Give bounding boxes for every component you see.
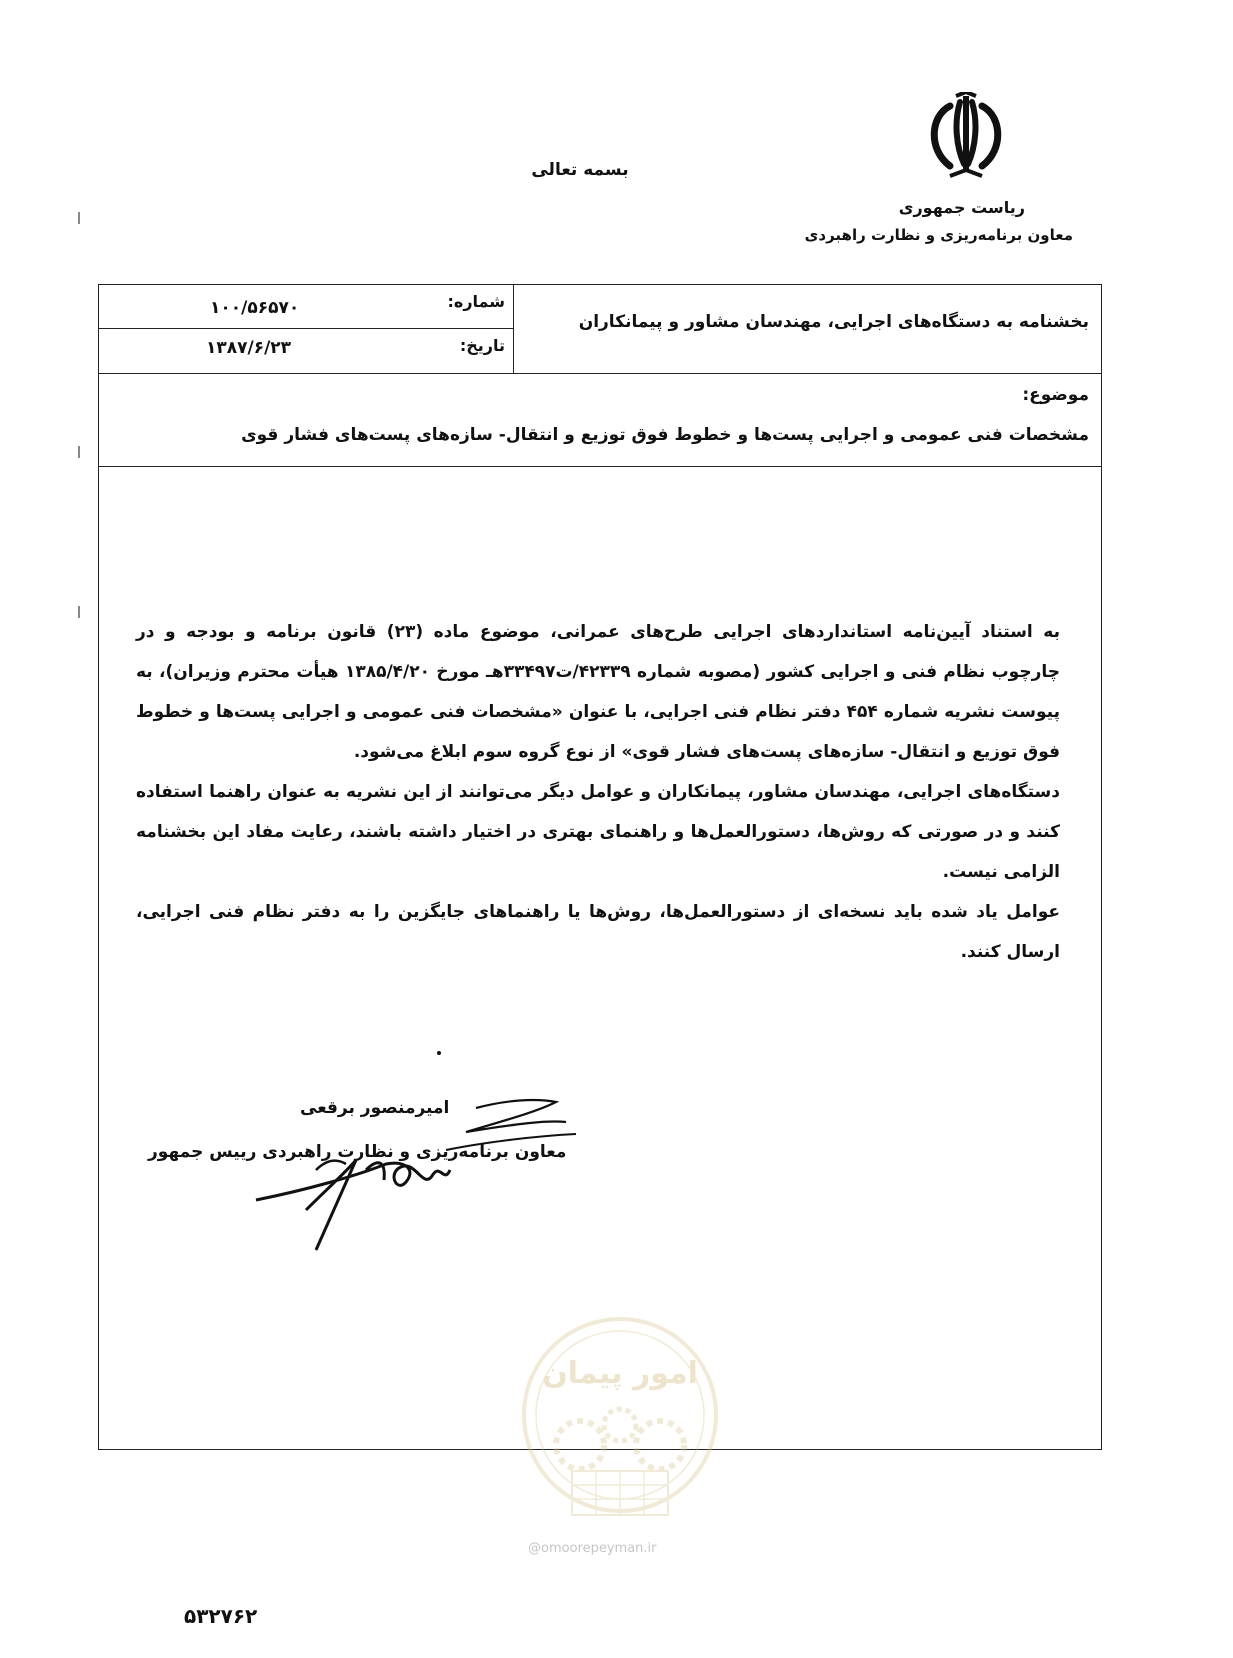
watermark-url: @omoorepeyman.ir (528, 1541, 657, 1556)
date-label: تاریخ: (459, 336, 505, 355)
paragraph: به استناد آیین‌نامه استانداردهای اجرایی طرح‌های عمرانی، موضوع ماده (۲۳) قانون برنامه و بودجه و در چارچوب نظام فنی و اجرایی کشور (مصوبه شماره ۴۲۳۳۹/ت۳۳۴۹۷هـ مورخ ۱۳۸۵/۴/۲۰ هیأت محترم وزیران)، به پیوست نشریه شماره ۴۵۴ دفتر نظام فنی اجرایی، با عنوان «مشخصات فنی عمومی و اجرایی پست‌ها و خطوط فوق توزیع و انتقال- سازه‌های پست‌های فشار قوی» از نوع گروه سوم ابلاغ می‌شود. (136, 622, 1060, 762)
handwritten-signature (236, 1090, 616, 1260)
margin-tick (78, 212, 80, 224)
subject-text: مشخصات فنی عمومی و اجرایی پست‌ها و خطوط فوق توزیع و انتقال- سازه‌های پست‌های فشار قوی (241, 425, 1089, 445)
divider (98, 328, 513, 329)
dot-mark (437, 1051, 441, 1055)
paragraph: دستگاه‌های اجرایی، مهندسان مشاور، پیمانکاران و عوامل دیگر می‌توانند از این نشریه به عنوان راهنما استفاده کنند و در صورتی که روش‌ها، دستورالعمل‌ها و راهنمای بهتری در اختیار داشته باشند، رعایت مفاد این بخشنامه الزامی نیست. (136, 782, 1060, 882)
watermark-logo (510, 1305, 730, 1555)
letter-date: ۱۳۸۷/۶/۲۳ (206, 338, 292, 358)
margin-tick (78, 606, 80, 618)
divider (513, 284, 514, 373)
org-department: معاون برنامه‌ریزی و نظارت راهبردی (804, 226, 1073, 244)
signatory-title: معاون برنامه‌ریزی و نظارت راهبردی رییس جمهور (148, 1142, 567, 1162)
watermark-logo-text: امور پیمان (542, 1356, 698, 1391)
addressee: بخشنامه به دستگاه‌های اجرایی، مهندسان مشاور و پیمانکاران (578, 312, 1089, 332)
letter-number: ۱۰۰/۵۶۵۷۰ (210, 298, 300, 318)
paragraph: عوامل یاد شده باید نسخه‌ای از دستورالعمل‌ها، روش‌ها یا راهنماهای جایگزین را به دفتر نظام فنی اجرایی، ارسال کنند. (136, 902, 1060, 962)
letter-body (136, 612, 1060, 972)
divider (98, 466, 1102, 467)
publication-title: مشخصات فنی عمومی و اجرایی پست‌ها و خطوط فوق توزیع و انتقال- سازه‌های پست‌های فشار قوی (136, 702, 1060, 762)
org-name: ریاست جمهوری (898, 198, 1025, 217)
divider (98, 373, 1102, 374)
signatory-name: امیرمنصور برقعی (300, 1098, 450, 1118)
document-code: ۵۳۲۷۶۲ (184, 1604, 258, 1628)
iran-emblem-icon (920, 92, 1012, 184)
number-label: شماره: (447, 292, 505, 311)
subject-label: موضوع: (1022, 385, 1089, 405)
basmala: بسمه تعالی (531, 160, 629, 180)
margin-tick (78, 446, 80, 458)
